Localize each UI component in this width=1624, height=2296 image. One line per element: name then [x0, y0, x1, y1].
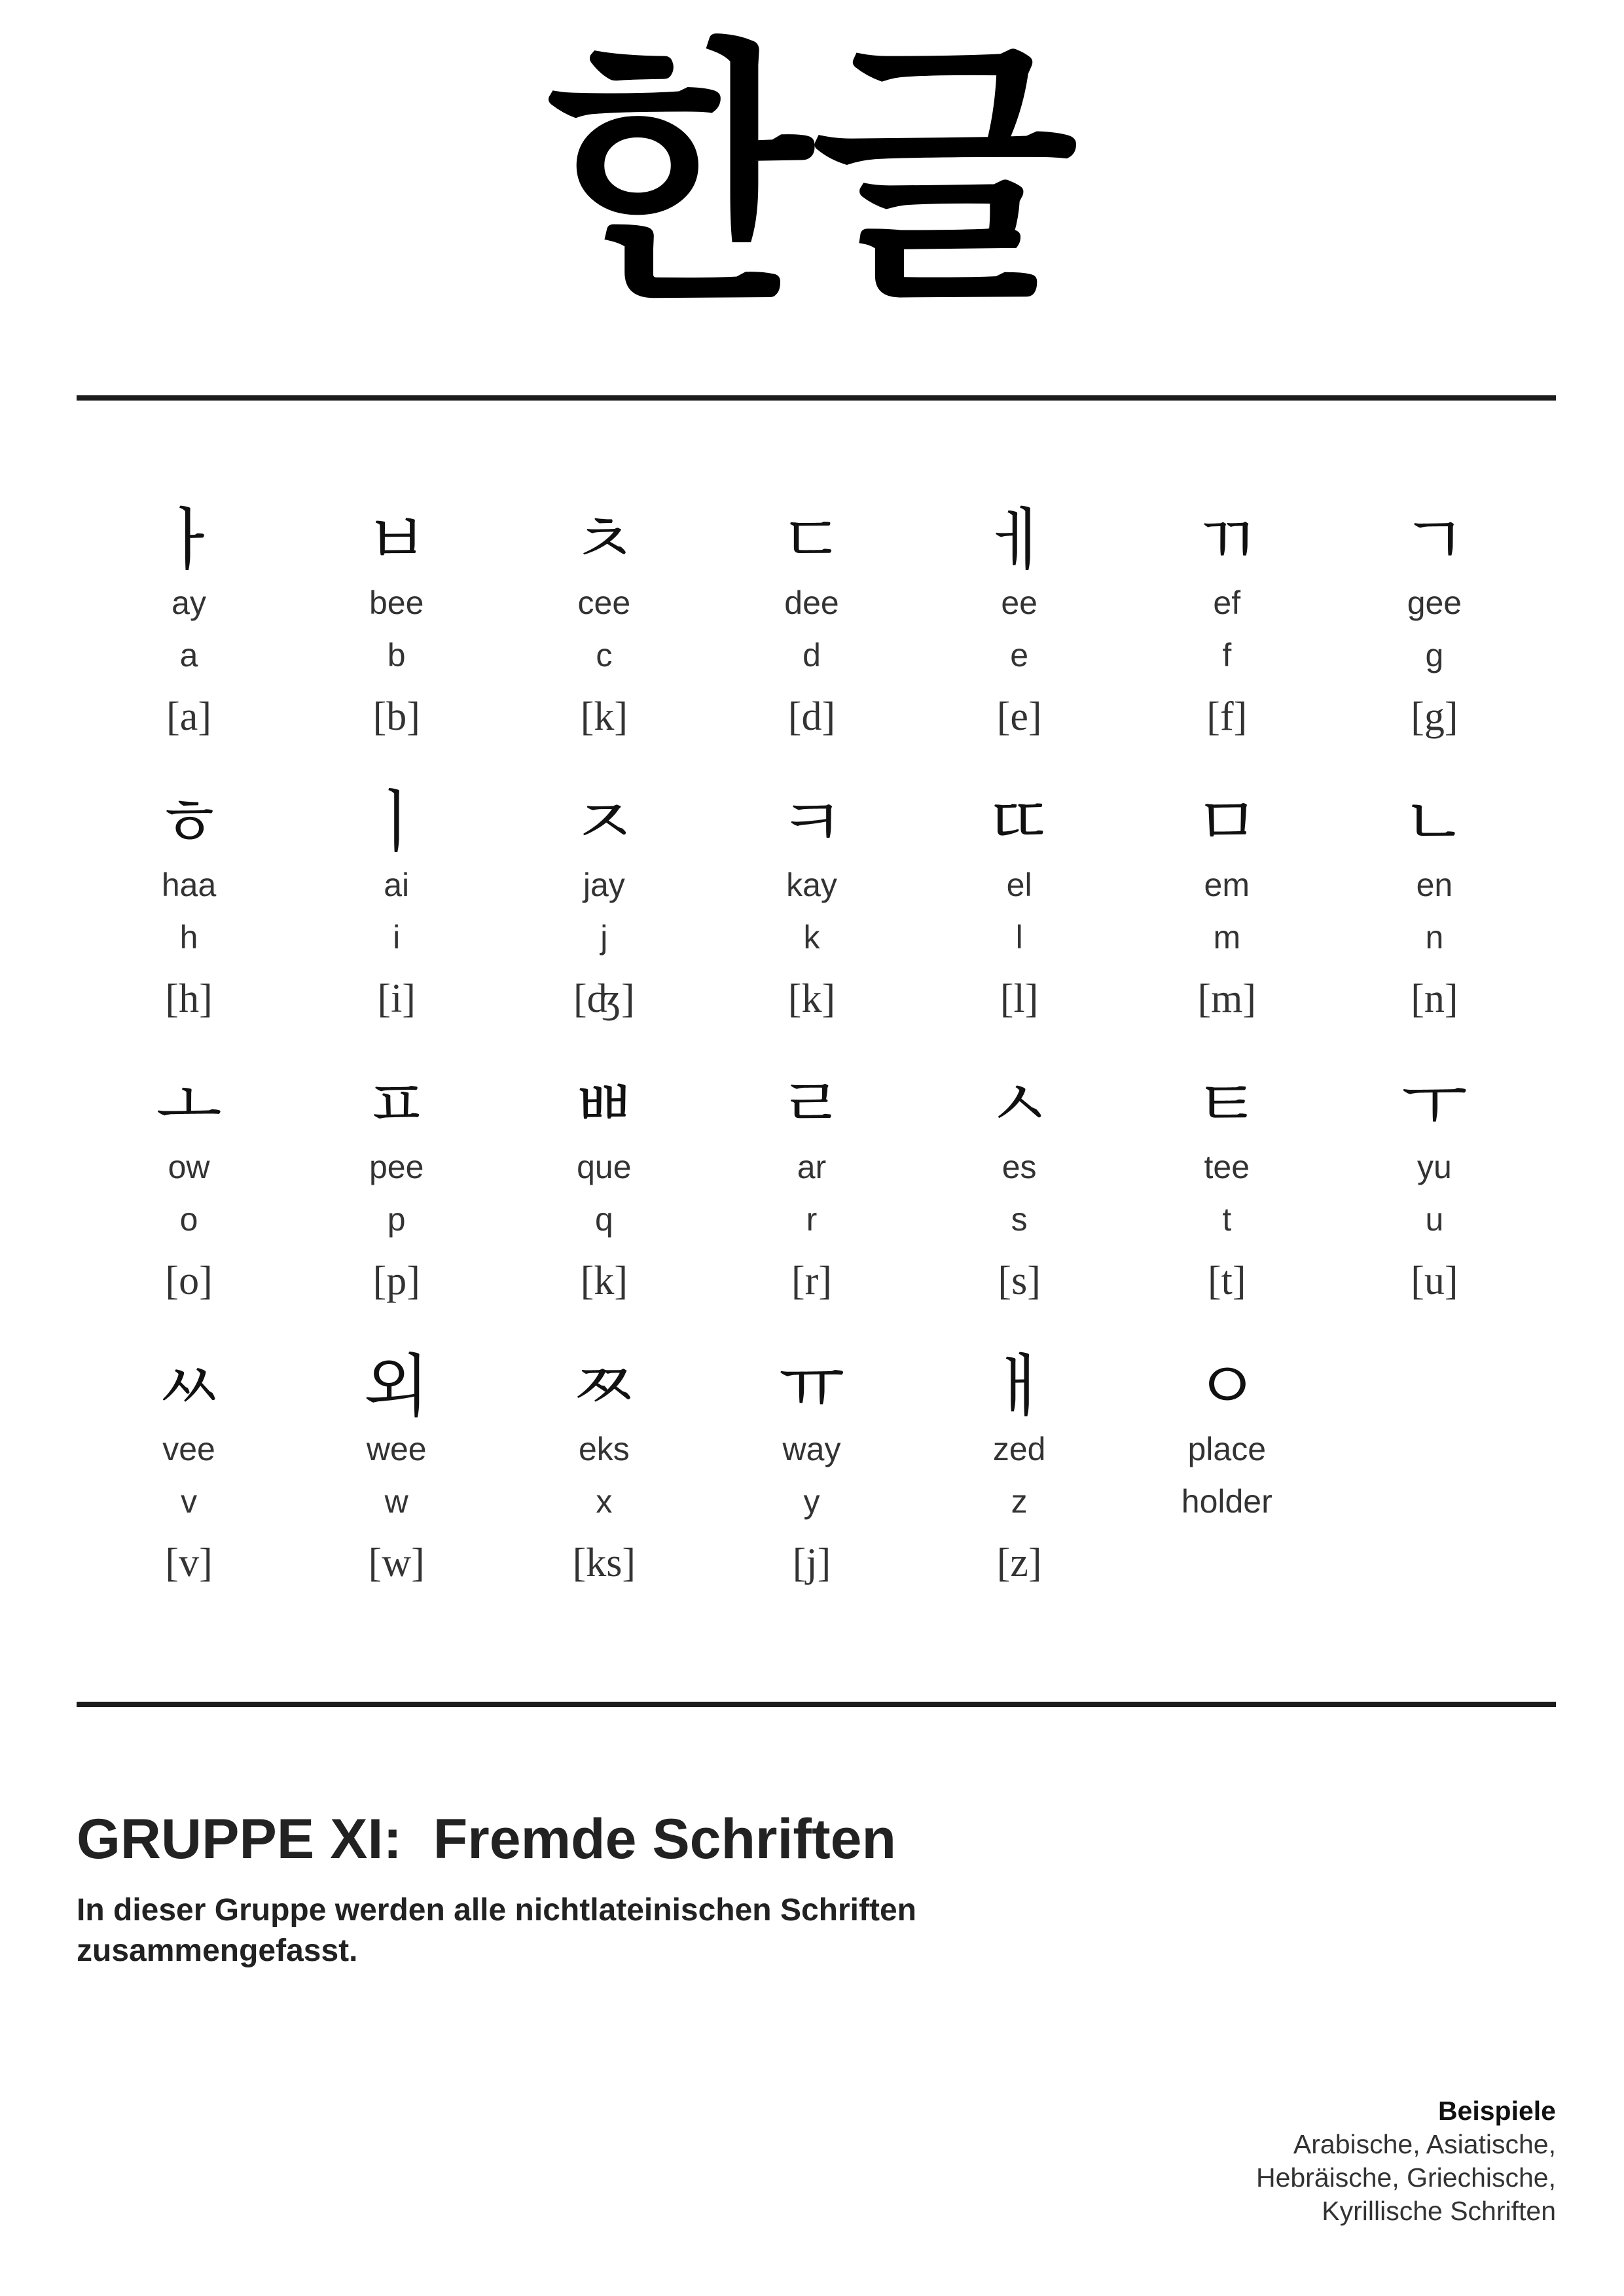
- letter-ipa: [z]: [996, 1541, 1042, 1585]
- letter-glyph: ㅠ: [778, 1346, 845, 1426]
- letter-cell: [708, 1344, 915, 1626]
- letter-cell: [500, 1062, 708, 1344]
- letter-latin: v: [181, 1483, 198, 1520]
- letter-name: ee: [1001, 584, 1038, 621]
- letter-name: pee: [369, 1149, 424, 1185]
- letter-cell: [500, 780, 708, 1062]
- alphabet-grid: [85, 497, 1538, 1626]
- letter-latin: t: [1222, 1201, 1232, 1238]
- letter-ipa: [n]: [1411, 977, 1458, 1021]
- letter-name: ow: [168, 1149, 210, 1185]
- letter-cell: [1123, 1062, 1331, 1344]
- letter-latin: g: [1425, 637, 1444, 673]
- letter-glyph: ㄸ: [986, 782, 1053, 862]
- top-divider: [77, 395, 1556, 401]
- letter-ipa: [k]: [580, 1259, 628, 1303]
- letter-ipa: [s]: [998, 1259, 1041, 1303]
- letter-glyph: ㅗ: [156, 1064, 222, 1144]
- letter-latin: n: [1425, 919, 1444, 956]
- letter-latin: l: [1015, 919, 1023, 956]
- letter-name: que: [577, 1149, 632, 1185]
- letter-latin: u: [1425, 1201, 1444, 1238]
- letter-latin: e: [1010, 637, 1029, 673]
- letter-ipa: [j]: [792, 1541, 831, 1585]
- letter-cell: [1123, 780, 1331, 1062]
- letter-cell: [708, 1062, 915, 1344]
- letter-glyph: ㅅ: [986, 1064, 1053, 1144]
- letter-ipa: [i]: [377, 977, 416, 1021]
- examples-line: Hebräische, Griechische,: [1255, 2162, 1556, 2193]
- letter-cell: [708, 780, 915, 1062]
- letter-cell: [1331, 1062, 1538, 1344]
- bottom-divider: [77, 1702, 1556, 1707]
- letter-glyph: ㅏ: [156, 500, 222, 580]
- letter-latin: f: [1222, 637, 1232, 673]
- letter-ipa: [m]: [1197, 977, 1257, 1021]
- letter-ipa: [k]: [787, 977, 836, 1021]
- letter-name: vee: [162, 1431, 215, 1467]
- letter-cell: [916, 780, 1123, 1062]
- letter-latin: c: [596, 637, 613, 673]
- letter-cell: [293, 1344, 500, 1626]
- letter-cell: [500, 497, 708, 780]
- letter-glyph: ㅈ: [571, 782, 638, 862]
- letter-ipa: [k]: [580, 694, 628, 739]
- letter-glyph: ㅣ: [363, 782, 429, 862]
- letter-ipa: [t]: [1208, 1259, 1246, 1303]
- letter-latin: holder: [1181, 1483, 1272, 1520]
- letter-ipa: [o]: [165, 1259, 213, 1303]
- letter-glyph: 외: [363, 1346, 429, 1426]
- letter-ipa: [b]: [372, 694, 420, 739]
- letter-name: ar: [797, 1149, 827, 1185]
- letter-glyph: ㄴ: [1401, 782, 1468, 862]
- letter-name: wee: [366, 1431, 427, 1467]
- letter-cell: [85, 497, 293, 780]
- letter-latin: q: [594, 1201, 613, 1238]
- letter-cell: [293, 1062, 500, 1344]
- letter-cell: [1123, 497, 1331, 780]
- letter-latin: y: [803, 1483, 820, 1520]
- letter-name: em: [1204, 867, 1250, 903]
- letter-cell: [85, 1062, 293, 1344]
- letter-name: es: [1001, 1149, 1037, 1185]
- letter-glyph: ㅉ: [571, 1346, 638, 1426]
- letter-cell: [916, 1062, 1123, 1344]
- letter-name: ay: [171, 584, 206, 621]
- letter-latin: k: [803, 919, 820, 956]
- letter-name: yu: [1417, 1149, 1452, 1185]
- letter-cell: [293, 780, 500, 1062]
- letter-glyph: ㅌ: [1194, 1064, 1260, 1144]
- letter-latin: b: [387, 637, 406, 673]
- letter-name: el: [1006, 867, 1032, 903]
- letter-latin: m: [1213, 919, 1241, 956]
- letter-ipa: [p]: [372, 1259, 420, 1303]
- letter-name: ef: [1213, 584, 1241, 621]
- letter-cell: [500, 1344, 708, 1626]
- letter-latin: a: [179, 637, 198, 673]
- letter-glyph: ㅍ: [363, 1064, 429, 1144]
- letter-name: tee: [1204, 1149, 1250, 1185]
- letter-ipa: [g]: [1411, 694, 1458, 739]
- letter-name: haa: [161, 867, 217, 903]
- letter-glyph: ㅋ: [778, 782, 845, 862]
- letter-glyph: ㅎ: [156, 782, 222, 862]
- letter-latin: s: [1011, 1201, 1028, 1238]
- letter-name: zed: [992, 1431, 1046, 1467]
- letter-cell: [293, 497, 500, 780]
- letter-name: eks: [578, 1431, 630, 1467]
- letter-glyph: ㅂ: [363, 500, 429, 580]
- letter-name: place: [1187, 1431, 1267, 1467]
- letter-cell: [708, 497, 915, 780]
- letter-cell: [1331, 780, 1538, 1062]
- letter-glyph: ㅆ: [156, 1346, 222, 1426]
- letter-ipa: [w]: [368, 1541, 425, 1585]
- letter-cell: [916, 1344, 1123, 1626]
- letter-latin: z: [1011, 1483, 1028, 1520]
- letter-cell: [916, 497, 1123, 780]
- letter-glyph: ㅊ: [571, 500, 638, 580]
- letter-name: ai: [384, 867, 410, 903]
- examples-line: Kyrillische Schriften: [1322, 2196, 1556, 2226]
- group-description: In dieser Gruppe werden alle nichtlateinischen Schriften zusammengefasst.: [77, 1893, 916, 1968]
- letter-ipa: [v]: [165, 1541, 213, 1585]
- letter-ipa: [f]: [1206, 694, 1248, 739]
- letter-glyph: ㅇ: [1194, 1346, 1260, 1426]
- letter-name: jay: [583, 867, 625, 903]
- letter-name: kay: [786, 867, 837, 903]
- letter-glyph: ㅔ: [986, 500, 1053, 580]
- letter-latin: r: [806, 1201, 818, 1238]
- examples-title: Beispiele: [1437, 2096, 1556, 2126]
- letter-name: dee: [784, 584, 839, 621]
- letter-ipa: [d]: [787, 694, 836, 739]
- examples-line: Arabische, Asiatische,: [1293, 2129, 1556, 2159]
- letter-name: cee: [577, 584, 631, 621]
- letter-cell: [85, 780, 293, 1062]
- letter-ipa: [ʤ]: [573, 977, 635, 1021]
- letter-glyph: ㄱ: [1401, 500, 1468, 580]
- letter-latin: w: [384, 1483, 408, 1520]
- letter-glyph: ㅁ: [1194, 782, 1260, 862]
- letter-cell: [85, 1344, 293, 1626]
- letter-glyph: ㅐ: [986, 1346, 1053, 1426]
- letter-latin: j: [600, 919, 608, 956]
- letter-ipa: [h]: [165, 977, 213, 1021]
- letter-glyph: ㄲ: [1194, 500, 1260, 580]
- letter-ipa: [l]: [1000, 977, 1039, 1021]
- letter-name: bee: [369, 584, 424, 621]
- letter-ipa: [r]: [791, 1259, 832, 1303]
- letter-glyph: ㄹ: [778, 1064, 845, 1144]
- letter-name: en: [1416, 867, 1453, 903]
- letter-glyph: ㄷ: [778, 500, 845, 580]
- letter-name: way: [782, 1431, 841, 1467]
- letter-latin: h: [179, 919, 198, 956]
- letter-name: gee: [1407, 584, 1462, 621]
- examples-block: [1256, 2094, 1556, 2228]
- group-heading: GRUPPE XI: Fremde Schriften: [77, 1808, 897, 1871]
- letter-cell: [1331, 497, 1538, 780]
- letter-latin: d: [803, 637, 821, 673]
- letter-latin: p: [387, 1201, 406, 1238]
- letter-ipa: [u]: [1411, 1259, 1458, 1303]
- letter-latin: i: [393, 919, 401, 956]
- letter-latin: o: [179, 1201, 198, 1238]
- letter-ipa: [ks]: [572, 1541, 636, 1585]
- letter-cell: [1123, 1344, 1331, 1626]
- letter-glyph: ㅜ: [1401, 1064, 1468, 1144]
- letter-glyph: ㅃ: [571, 1064, 638, 1144]
- letter-latin: x: [596, 1483, 613, 1520]
- letter-ipa: [e]: [996, 694, 1042, 739]
- hangul-title: 한글: [546, 15, 1078, 338]
- letter-ipa: [a]: [166, 694, 211, 739]
